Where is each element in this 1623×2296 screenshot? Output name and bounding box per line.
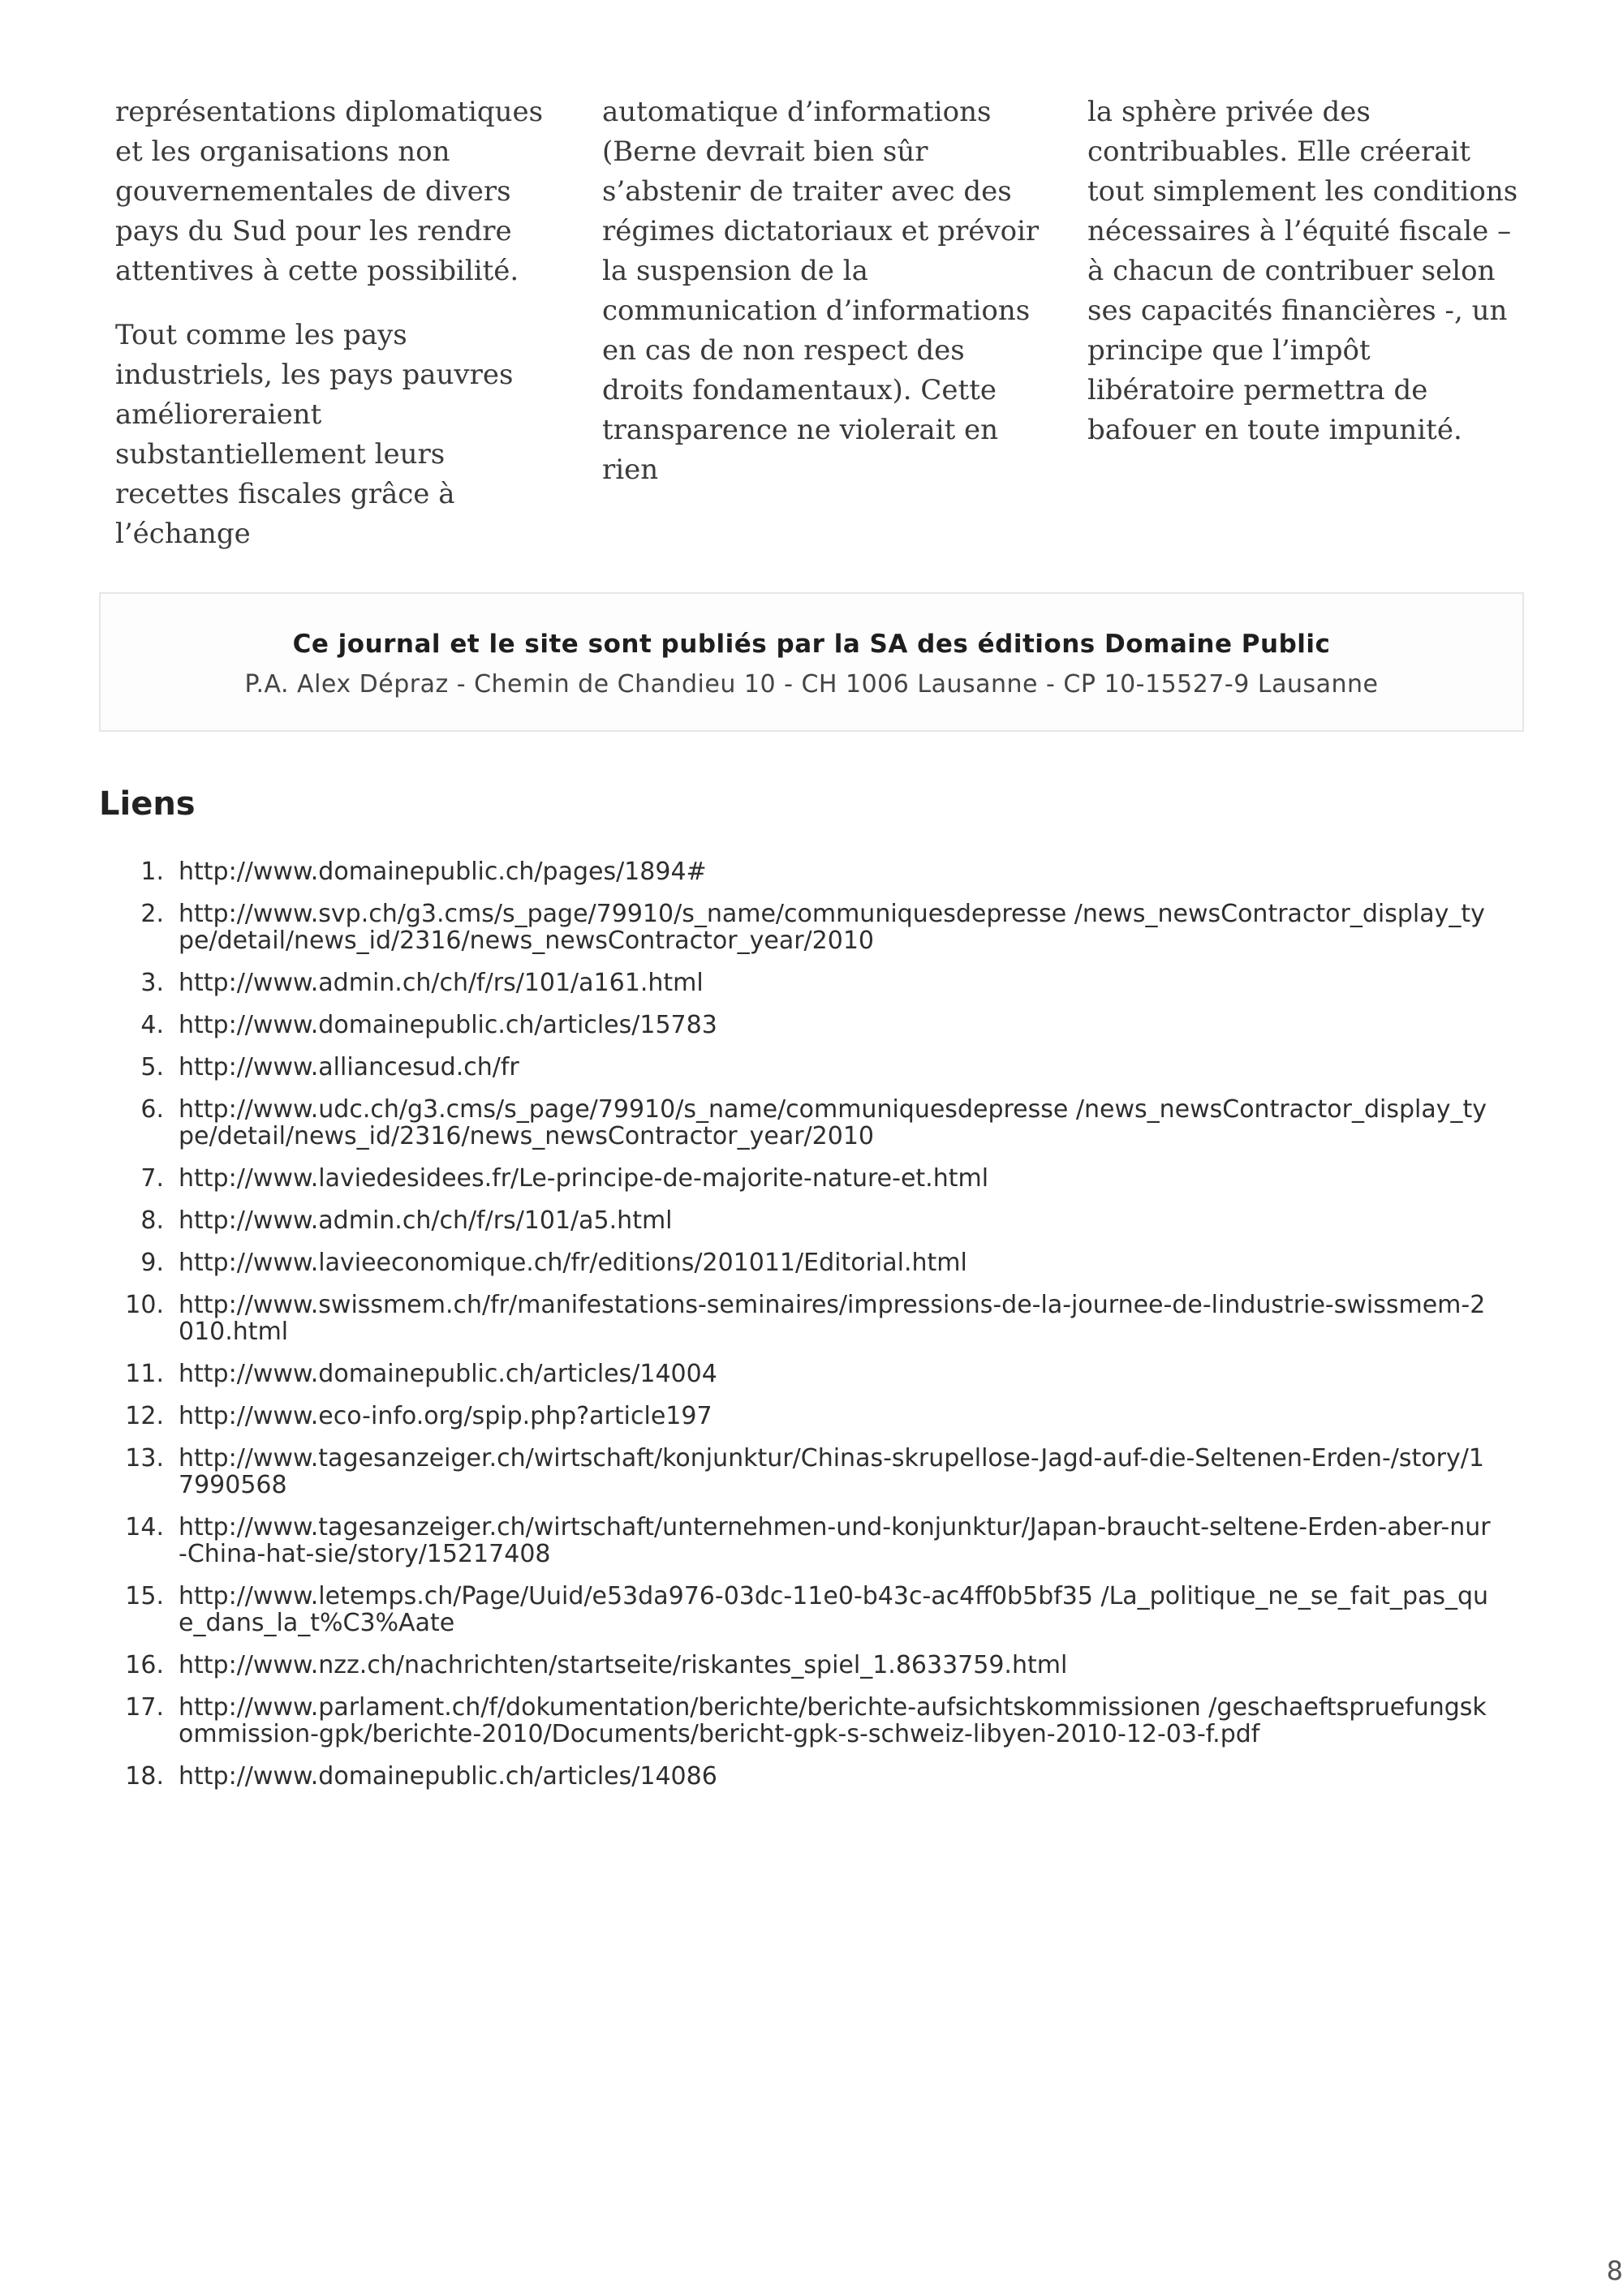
link-url[interactable]: http://www.domainepublic.ch/articles/14086: [179, 1762, 717, 1791]
link-url[interactable]: http://www.nzz.ch/nachrichten/startseite/riskantes_spiel_1.8633759.html: [179, 1651, 1068, 1679]
link-item: [99, 901, 1495, 954]
link-url[interactable]: http://www.swissmem.ch/fr/manifestations-seminaires/impressions-de-la-journee-de-lindustrie-swissmem-2010.html: [179, 1291, 1486, 1346]
link-item: [99, 1763, 1495, 1790]
link-url[interactable]: http://www.tagesanzeiger.ch/wirtschaft/unternehmen-und-konjunktur/Japan-braucht-seltene-Erden-aber-nur-China-hat-sie/story/15217408: [179, 1513, 1491, 1568]
link-item: [99, 1096, 1495, 1150]
link-item: [99, 1583, 1495, 1636]
link-number: 7.: [140, 1164, 164, 1193]
links-list: [99, 858, 1495, 1805]
article-paragraph: Tout comme les pays industriels, les pays pauvres amélioreraient substantiellement leurs recettes fiscales grâce à l’échange: [115, 319, 514, 550]
link-number: 5.: [140, 1053, 164, 1081]
article-columns: [115, 92, 1518, 550]
link-number: 15.: [125, 1582, 164, 1610]
link-url[interactable]: http://www.udc.ch/g3.cms/s_page/79910/s_name/communiquesdepresse /news_newsContractor_display_type/detail/news_id/2316/news_newsContractor_year/2010: [179, 1095, 1487, 1150]
link-item: [99, 1249, 1495, 1276]
link-url[interactable]: http://www.letemps.ch/Page/Uuid/e53da976-03dc-11e0-b43c-ac4ff0b5bf35 /La_politique_ne_se_fait_pas_que_dans_la_t%C3%Aate: [179, 1582, 1489, 1637]
link-number: 11.: [125, 1360, 164, 1388]
link-url[interactable]: http://www.parlament.ch/f/dokumentation/berichte/berichte-aufsichtskommissionen /geschaeftspruefungskommission-gpk/berichte-2010/Documents/bericht-gpk-s-schweiz-libyen-2010-12-03-f.pdf: [179, 1693, 1487, 1748]
link-number: 4.: [140, 1011, 164, 1039]
article-column-3: [1087, 92, 1526, 475]
link-number: 18.: [125, 1762, 164, 1791]
article-paragraph: représentations diplomatiques et les organisations non gouvernementales de divers pays du Sud pour les rendre attentives à cette possibilité.: [115, 96, 544, 287]
link-number: 12.: [125, 1402, 164, 1430]
publisher-title: Ce journal et le site sont publiés par la SA des éditions Domaine Public: [292, 630, 1331, 659]
link-url[interactable]: http://www.tagesanzeiger.ch/wirtschaft/konjunktur/Chinas-skrupellose-Jagd-auf-die-Seltenen-Erden-/story/17990568: [179, 1444, 1484, 1499]
article-paragraph: automatique d’informations (Berne devrait bien sûr s’abstenir de traiter avec des régimes dictatoriaux et prévoir la suspension de la communication d’informations en cas de non respect des droits fondamentaux). Cette transparence ne violerait en rien: [602, 96, 1040, 486]
link-number: 3.: [140, 969, 164, 997]
link-url[interactable]: http://www.admin.ch/ch/f/rs/101/a161.html: [179, 969, 704, 997]
link-number: 16.: [125, 1651, 164, 1679]
link-item: [99, 1292, 1495, 1345]
link-item: [99, 858, 1495, 885]
link-number: 14.: [125, 1513, 164, 1541]
article-paragraph: la sphère privée des contribuables. Elle créerait tout simplement les conditions nécessaires à l’équité fiscale – à chacun de contribuer selon ses capacités financières -, un principe que l’impôt libératoire permettra de bafouer en toute impunité.: [1087, 96, 1518, 446]
publisher-box: [99, 592, 1524, 732]
link-url[interactable]: http://www.domainepublic.ch/articles/15783: [179, 1011, 717, 1039]
link-item: [99, 1012, 1495, 1038]
link-number: 10.: [125, 1291, 164, 1319]
link-item: [99, 1361, 1495, 1387]
link-url[interactable]: http://www.admin.ch/ch/f/rs/101/a5.html: [179, 1206, 673, 1235]
links-heading: Liens: [99, 785, 196, 823]
link-number: 8.: [140, 1206, 164, 1235]
link-item: [99, 1694, 1495, 1748]
link-item: [99, 1652, 1495, 1679]
link-url[interactable]: http://www.laviedesidees.fr/Le-principe-de-majorite-nature-et.html: [179, 1164, 989, 1193]
link-number: 6.: [140, 1095, 164, 1124]
link-url[interactable]: http://www.svp.ch/g3.cms/s_page/79910/s_name/communiquesdepresse /news_newsContractor_display_type/detail/news_id/2316/news_newsContractor_year/2010: [179, 900, 1485, 955]
page-number: 8: [1606, 2255, 1623, 2286]
link-item: [99, 1445, 1495, 1498]
publisher-address: P.A. Alex Dépraz - Chemin de Chandieu 10 - CH 1006 Lausanne - CP 10-15527-9 Lausanne: [244, 670, 1379, 699]
link-url[interactable]: http://www.alliancesud.ch/fr: [179, 1053, 519, 1081]
link-url[interactable]: http://www.domainepublic.ch/pages/1894#: [179, 858, 707, 886]
link-url[interactable]: http://www.lavieeconomique.ch/fr/editions/201011/Editorial.html: [179, 1249, 967, 1277]
link-number: 9.: [140, 1249, 164, 1277]
link-item: [99, 970, 1495, 996]
link-item: [99, 1514, 1495, 1567]
link-number: 2.: [140, 900, 164, 928]
link-url[interactable]: http://www.eco-info.org/spip.php?article197: [179, 1402, 712, 1430]
article-column-2: [602, 92, 1040, 514]
link-number: 1.: [140, 858, 164, 886]
link-item: [99, 1165, 1495, 1192]
link-item: [99, 1403, 1495, 1430]
link-url[interactable]: http://www.domainepublic.ch/articles/14004: [179, 1360, 717, 1388]
link-item: [99, 1054, 1495, 1081]
link-number: 17.: [125, 1693, 164, 1722]
article-column-1: [115, 92, 553, 578]
link-number: 13.: [125, 1444, 164, 1473]
link-item: [99, 1207, 1495, 1234]
